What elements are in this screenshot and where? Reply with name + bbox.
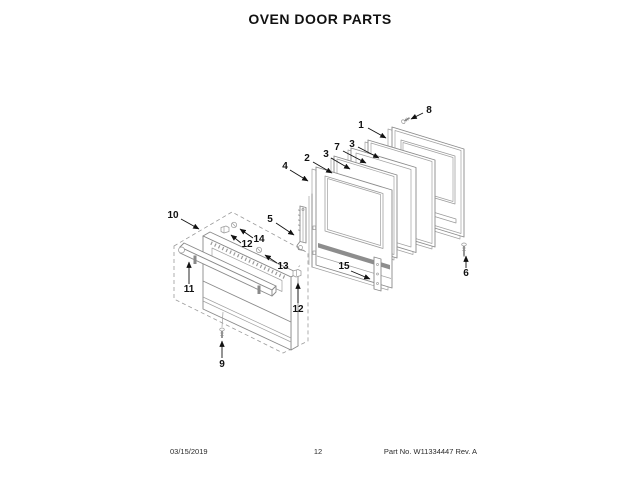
clip-12a-icon	[221, 226, 229, 233]
callout-2: 2	[304, 153, 310, 164]
callout-11: 11	[183, 284, 195, 295]
footer-date: 03/15/2019	[170, 447, 208, 456]
screw-14-icon	[231, 222, 236, 227]
hinge-5	[297, 206, 306, 251]
callout-5: 5	[267, 214, 273, 225]
screw-13-icon	[256, 247, 261, 252]
callout-7: 7	[334, 142, 340, 153]
callout-4: 4	[282, 161, 288, 172]
page-title: OVEN DOOR PARTS	[248, 11, 392, 27]
inner-door-panel	[179, 232, 299, 350]
callout-15: 15	[338, 261, 350, 272]
callout-12a: 12	[241, 239, 253, 250]
callout-10: 10	[167, 210, 179, 221]
screw-6-icon	[462, 243, 467, 258]
callout-3b: 3	[349, 139, 355, 150]
clip-12b-icon	[293, 266, 301, 278]
bracket-15	[374, 257, 381, 291]
callout-12b: 12	[292, 304, 304, 315]
frame-edge-strip	[309, 194, 316, 267]
footer-page-number: 12	[313, 447, 323, 456]
callout-14: 14	[253, 234, 265, 245]
page-footer	[170, 447, 477, 456]
footer-part-number: Part No. W11334447 Rev. A	[383, 447, 477, 456]
callout-8: 8	[426, 105, 432, 116]
callout-6: 6	[463, 268, 469, 279]
callout-9: 9	[219, 359, 225, 370]
callout-1: 1	[358, 120, 364, 131]
screw-8-icon	[401, 116, 411, 124]
callout-3a: 3	[323, 149, 329, 160]
callout-13: 13	[277, 261, 289, 272]
